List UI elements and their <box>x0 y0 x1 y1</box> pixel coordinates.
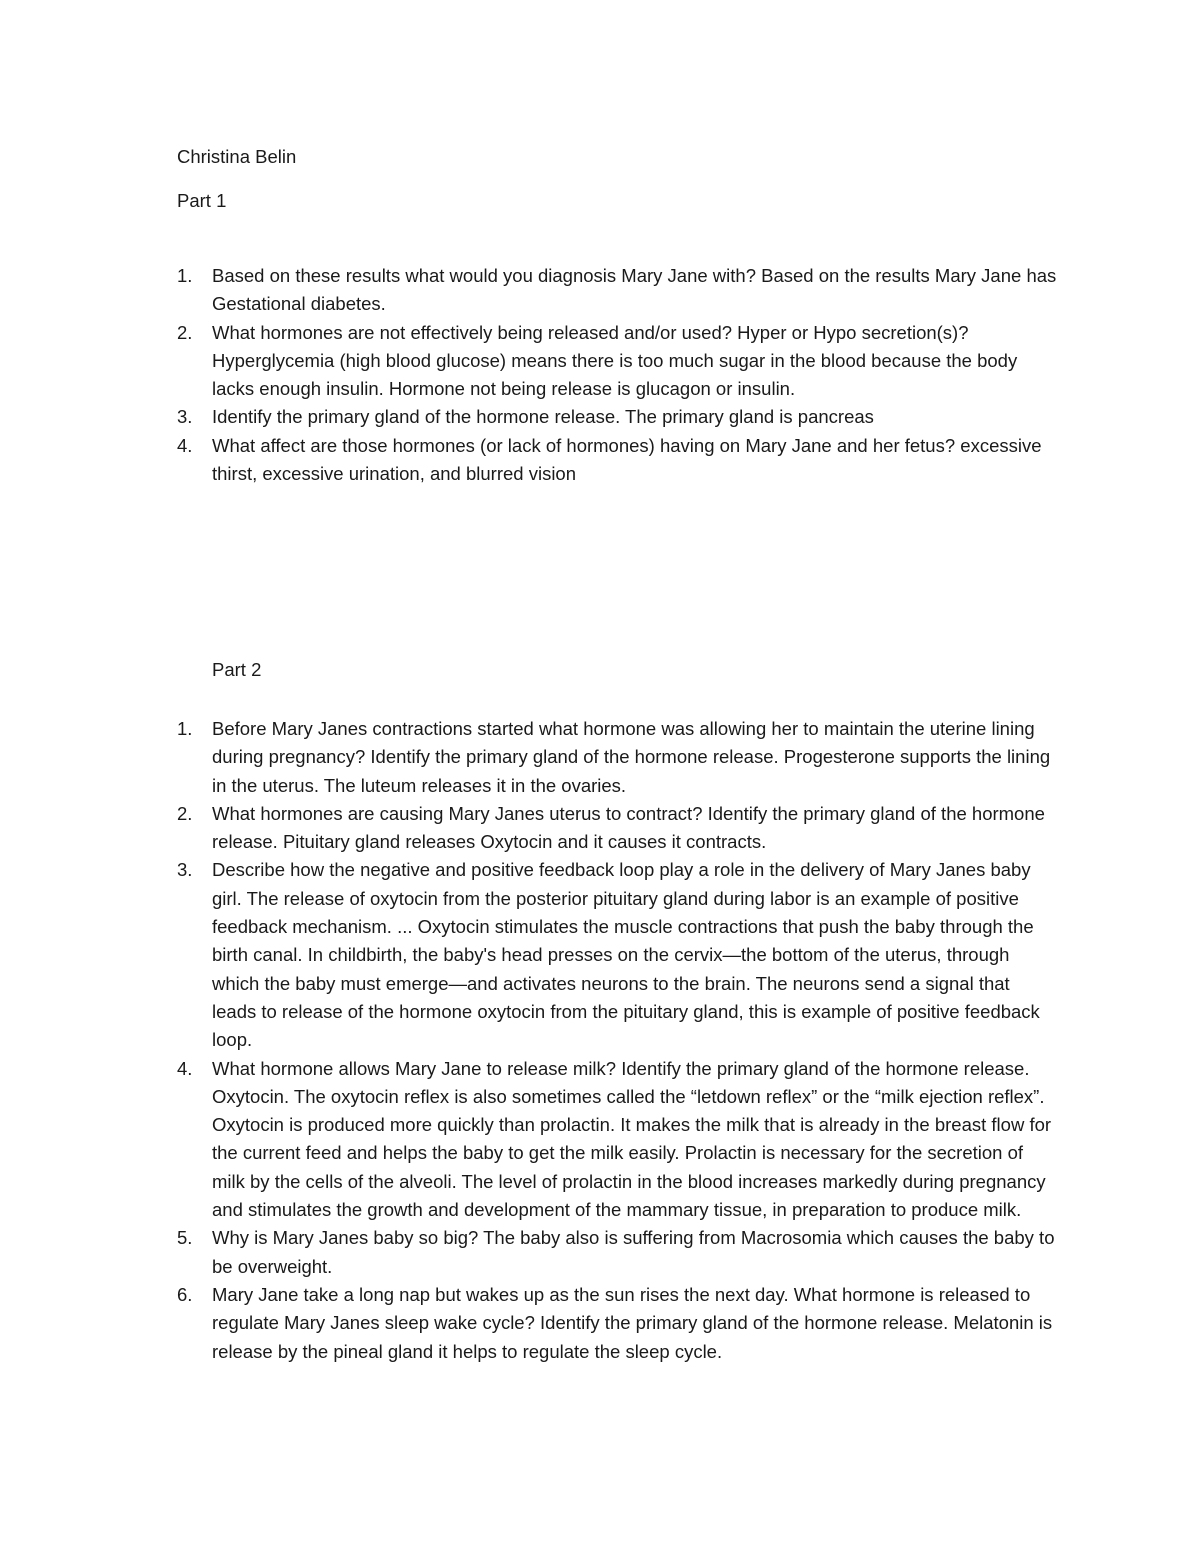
question-number: 5. <box>177 1227 193 1249</box>
question-text: Mary Jane take a long nap but wakes up as the sun rises the next day. What hormone is released to regulate Mary Janes sleep wake cycle? Identify the primary gland of the hormone release. Melatonin is release by the pineal gland it helps to regulate the sleep cycle. <box>212 1283 1053 1362</box>
question-number: 1. <box>177 265 193 286</box>
question-number: 4. <box>177 1057 193 1079</box>
question-number: 3. <box>177 406 193 428</box>
question-text: Why is Mary Janes baby so big? The baby also is suffering from Macrosomia which causes the baby to be overweight. <box>212 1227 1055 1277</box>
question-number: 2. <box>177 802 193 824</box>
question-item <box>177 856 1057 1054</box>
question-text: Identify the primary gland of the hormone release. The primary gland is pancreas <box>212 406 874 428</box>
question-item <box>177 432 1057 489</box>
part-2-heading: Part 2 <box>212 659 262 680</box>
question-item <box>177 800 1057 857</box>
question-item <box>177 403 1057 431</box>
question-text: Based on these results what would you diagnosis Mary Jane with? Based on the results Mary Jane has Gestational diabetes. <box>212 265 1057 315</box>
question-text: What hormone allows Mary Jane to release milk? Identify the primary gland of the hormone release. Oxytocin. The oxytocin reflex is also sometimes called the “letdown reflex” or the “milk ejection reflex”. Oxytocin is produced more quickly than prolactin. It makes the milk that is already in the breast flow for the current feed and helps the baby to get the milk easily. Prolactin is necessary for the secretion of milk by the cells of the alveoli. The level of prolactin in the blood increases markedly during pregnancy and stimulates the growth and development of the mammary tissue, in preparation to produce milk. <box>212 1057 1052 1221</box>
question-number: 3. <box>177 859 193 881</box>
question-number: 1. <box>177 718 193 739</box>
part-1-heading: Part 1 <box>177 190 227 211</box>
part-2-question-list <box>177 715 1057 1366</box>
question-item <box>177 1281 1057 1366</box>
question-text: Describe how the negative and positive feedback loop play a role in the delivery of Mary Janes baby girl. The release of oxytocin from the posterior pituitary gland during labor is an example of positive feedback mechanism. ... Oxytocin stimulates the muscle contractions that push the baby through the birth canal. In childbirth, the baby's head presses on the cervix—the bottom of the uterus, through which the baby must emerge—and activates neurons to the brain. The neurons send a signal that leads to release of the hormone oxytocin from the pituitary gland, this is example of positive feedback loop. <box>212 859 1040 1051</box>
author-name: Christina Belin <box>177 146 297 167</box>
question-number: 2. <box>177 321 193 343</box>
question-item <box>177 715 1057 800</box>
question-item <box>177 319 1057 404</box>
question-number: 6. <box>177 1283 193 1305</box>
question-text: What hormones are not effectively being released and/or used? Hyper or Hypo secretion(s)? Hyperglycemia (high blood glucose) means there is too much sugar in the blood because the body lacks enough insulin. Hormone not being release is glucagon or insulin. <box>212 321 1018 400</box>
question-text: What hormones are causing Mary Janes uterus to contract? Identify the primary gland of the hormone release. Pituitary gland releases Oxytocin and it causes it contracts. <box>212 802 1045 853</box>
question-text: What affect are those hormones (or lack of hormones) having on Mary Jane and her fetus? excessive thirst, excessive urination, and blurred vision <box>212 434 1042 485</box>
part-1-question-list <box>177 262 1057 488</box>
question-item <box>177 1055 1057 1225</box>
question-number: 4. <box>177 434 193 456</box>
question-item <box>177 262 1057 319</box>
question-item <box>177 1224 1057 1281</box>
question-text: Before Mary Janes contractions started what hormone was allowing her to maintain the uterine lining during pregnancy? Identify the primary gland of the hormone release. Progesterone supports the lining in the uterus. The luteum releases it in the ovaries. <box>212 718 1051 796</box>
